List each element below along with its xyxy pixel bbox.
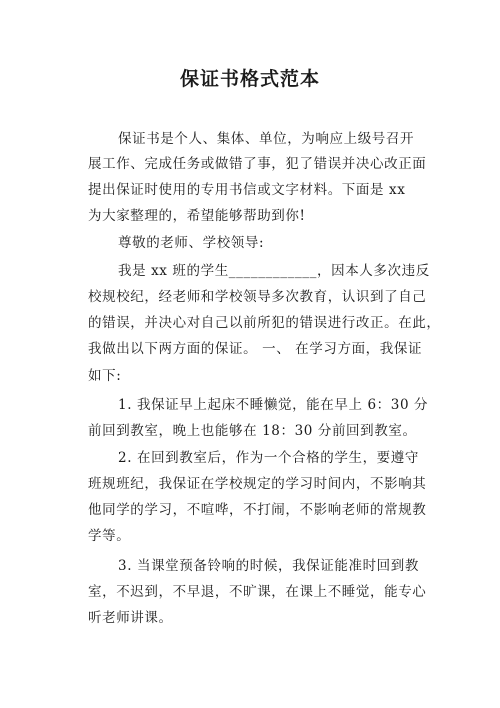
list-item-line: 他同学的学习，不喧哗，不打闹，不影响老师的常规教 (88, 502, 427, 518)
document-title: 保证书格式范本 (179, 68, 320, 90)
paragraph-line: 为大家整理的，希望能够帮助到你! (88, 208, 306, 224)
paragraph-line: 我做出以下两方面的保证。 一、 在学习方面，我保证 (88, 341, 423, 357)
paragraph-line: 我是 xx 班的学生____________，因本人多次违反 (118, 263, 430, 279)
paragraph-line: 如下: (88, 368, 122, 384)
list-item-line: 1. 我保证早上起床不睡懒觉，能在早上 6：30 分 (118, 397, 429, 413)
paragraph-line: 展工作、完成任务或做错了事，犯了错误并决心改正面 (88, 156, 427, 172)
paragraph-line: 保证书是个人、集体、单位，为响应上级号召开 (118, 131, 415, 147)
list-item-line: 2. 在回到教室后，作为一个合格的学生，要遵守 (118, 450, 419, 466)
list-item-line: 前回到教室，晚上也能够在 18：30 分前回到教室。 (88, 423, 417, 439)
list-item-line: 学等。 (88, 528, 131, 544)
paragraph-line: 提出保证时使用的专用书信或文字材料。下面是 xx (88, 182, 406, 198)
list-item-line: 班规班纪，我保证在学校规定的学习时间内，不影响其 (88, 476, 427, 492)
list-item-line: 3. 当课堂预备铃响的时候，我保证能准时回到教 (118, 558, 419, 574)
salutation-line: 尊敬的老师、学校领导: (118, 235, 265, 251)
paragraph-line: 的错误，并决心对自己以前所犯的错误进行改正。在此， (88, 315, 441, 331)
paragraph-line: 校规校纪，经老师和学校领导多次教育，认识到了自己 (88, 289, 427, 305)
list-item-line: 听老师讲课。 (88, 610, 173, 626)
list-item-line: 室，不迟到，不早退，不旷课，在课上不睡觉，能专心 (88, 584, 427, 600)
